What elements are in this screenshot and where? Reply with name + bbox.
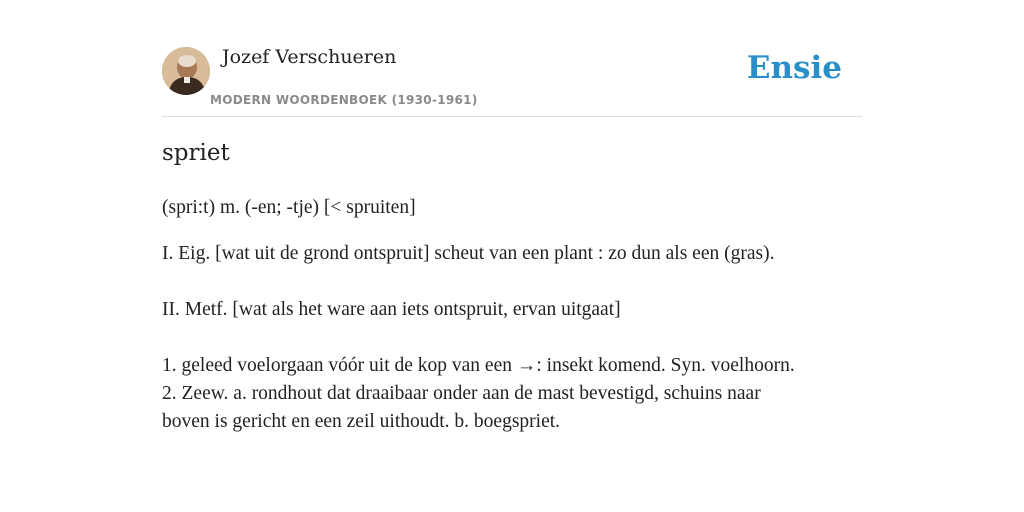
site-logo[interactable]: Ensie (746, 50, 842, 86)
spacer (162, 324, 862, 352)
headword: spriet (162, 140, 230, 166)
entry-header (162, 0, 862, 117)
spacer (162, 268, 862, 296)
definition-body (162, 194, 862, 436)
definition-line: I. Eig. [wat uit de grond ontspruit] scheut van een plant : zo dun als een (gras). (162, 243, 775, 264)
definition-line: II. Metf. [wat als het ware aan iets ontspruit, ervan uitgaat] (162, 299, 621, 320)
portrait-icon (162, 47, 210, 95)
author-name[interactable]: Jozef Verschueren (222, 46, 397, 68)
definition-line: 1. geleed voelorgaan vóór uit de kop van een →: insekt komend. Syn. voelhoorn. (162, 355, 795, 376)
author-avatar[interactable] (162, 47, 210, 95)
page-container (162, 0, 862, 432)
definition-line: 2. Zeew. a. rondhout dat draaibaar onder aan de mast bevestigd, schuins naar (162, 383, 761, 404)
pronunciation: (spri:t) m. (-en; -tje) [< spruiten] (162, 197, 416, 218)
source-name[interactable]: MODERN WOORDENBOEK (1930-1961) (210, 93, 478, 107)
definition-line: boven is gericht en een zeil uithoudt. b. boegspriet. (162, 411, 561, 432)
